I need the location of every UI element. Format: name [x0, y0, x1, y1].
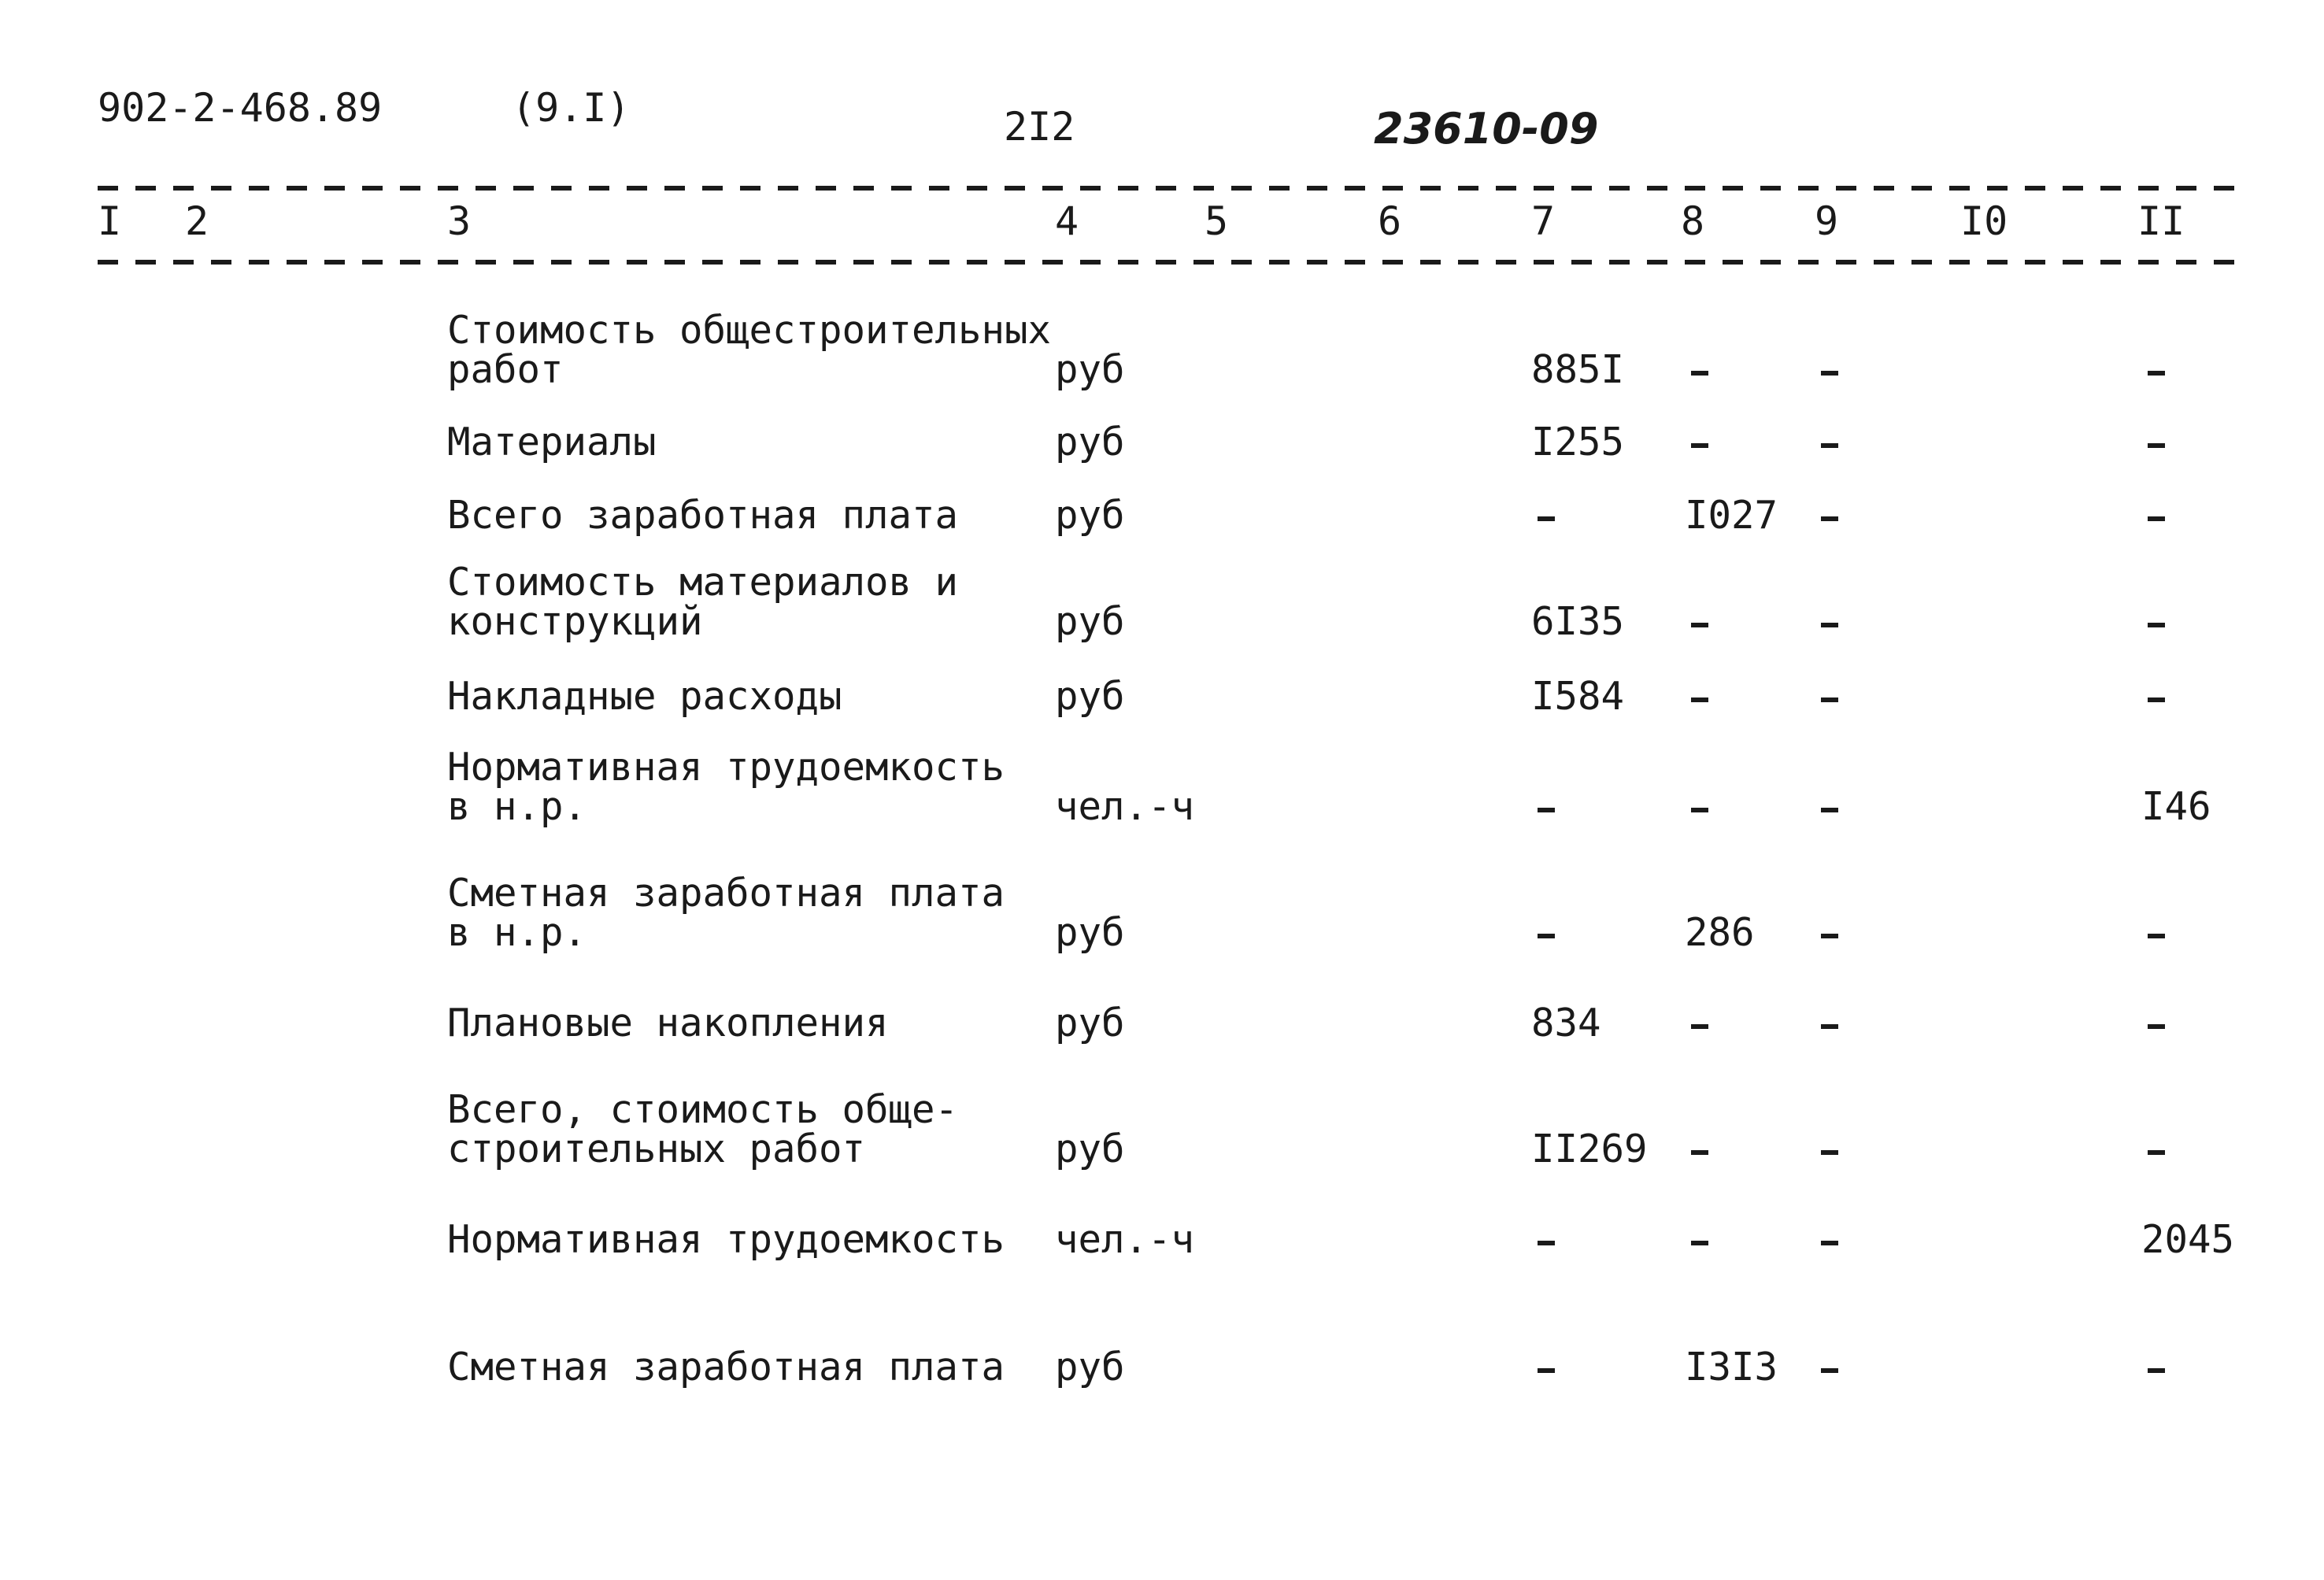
- row-label: [447, 745, 1005, 829]
- sheet-ref: (9.I): [512, 85, 631, 131]
- dash-mark: [1821, 808, 1838, 812]
- unit-cell: чел.-ч: [1055, 1217, 1195, 1262]
- unit-cell: руб: [1055, 493, 1125, 538]
- dash-mark: [1691, 443, 1708, 448]
- page-number: 2I2: [1004, 104, 1075, 150]
- row-label-line: конструкций: [447, 599, 703, 644]
- column-number: I0: [1960, 198, 2008, 244]
- row-label: [447, 560, 959, 644]
- dash-mark: [1691, 697, 1708, 702]
- row-label: [447, 493, 959, 538]
- column-number: 4: [1055, 198, 1079, 244]
- dash-mark: [1821, 1241, 1838, 1245]
- unit-cell: руб: [1055, 347, 1125, 392]
- col8-value: 286: [1685, 910, 1755, 955]
- unit-cell: руб: [1055, 674, 1125, 719]
- row-label-line: Плановые накопления: [447, 1001, 889, 1045]
- dash-mark: [1691, 623, 1708, 627]
- dash-mark: [1538, 516, 1555, 521]
- row-label-line: в н.р.: [447, 910, 587, 955]
- dash-mark: [1691, 808, 1708, 812]
- unit-cell: руб: [1055, 1001, 1125, 1045]
- row-label: [447, 871, 1005, 955]
- dash-mark: [1821, 1024, 1838, 1029]
- col7-value: 6I35: [1531, 599, 1625, 644]
- row-label-line: строительных работ: [447, 1127, 866, 1171]
- row-label-line: в н.р.: [447, 784, 587, 829]
- row-label: [447, 1001, 889, 1045]
- dash-mark: [2148, 623, 2165, 627]
- doc-code: 902-2-468.89: [98, 85, 383, 131]
- unit-cell: руб: [1055, 1345, 1125, 1389]
- dash-mark: [1538, 934, 1555, 938]
- dash-mark: [1821, 516, 1838, 521]
- dash-mark: [1691, 1241, 1708, 1245]
- dash-mark: [1821, 1368, 1838, 1373]
- row-label-line: Сметная заработная плата: [447, 871, 1005, 916]
- dash-mark: [1691, 1024, 1708, 1029]
- row-label: [447, 308, 1052, 392]
- dash-mark: [1821, 443, 1838, 448]
- unit-cell: руб: [1055, 599, 1125, 644]
- col7-value: II269: [1531, 1127, 1648, 1171]
- stamp-number: 23610-09: [1374, 104, 1599, 154]
- row-label: [447, 420, 657, 464]
- row-label-line: Всего заработная плата: [447, 493, 959, 538]
- unit-cell: руб: [1055, 1127, 1125, 1171]
- col7-value: I255: [1531, 420, 1625, 464]
- col7-value: 834: [1531, 1001, 1601, 1045]
- dash-mark: [1821, 697, 1838, 702]
- row-label: [447, 674, 842, 719]
- row-label-line: Нормативная трудоемкость: [447, 745, 1005, 790]
- dash-mark: [2148, 1368, 2165, 1373]
- row-label: [447, 1217, 1005, 1262]
- column-number: II: [2137, 198, 2185, 244]
- row-label-line: Материалы: [447, 420, 657, 464]
- row-label-line: Нормативная трудоемкость: [447, 1217, 1005, 1262]
- dash-mark: [1691, 371, 1708, 376]
- col8-value: I3I3: [1685, 1345, 1778, 1389]
- column-number: 3: [447, 198, 472, 244]
- dash-mark: [2148, 1150, 2165, 1155]
- dash-mark: [1538, 1241, 1555, 1245]
- column-number: I: [98, 198, 122, 244]
- column-number: 2: [185, 198, 209, 244]
- unit-cell: руб: [1055, 910, 1125, 955]
- column-number: 8: [1681, 198, 1705, 244]
- row-label: [447, 1087, 959, 1171]
- row-label-line: Стоимость материалов и: [447, 560, 959, 605]
- header-rule-bottom: [98, 260, 2247, 265]
- dash-mark: [2148, 371, 2165, 376]
- dash-mark: [1821, 934, 1838, 938]
- dash-mark: [2148, 934, 2165, 938]
- row-label-line: Накладные расходы: [447, 674, 842, 719]
- col7-value: 885I: [1531, 347, 1625, 392]
- unit-cell: чел.-ч: [1055, 784, 1195, 829]
- dash-mark: [2148, 697, 2165, 702]
- header-rule-top: [98, 186, 2247, 191]
- dash-mark: [1538, 808, 1555, 812]
- dash-mark: [1691, 1150, 1708, 1155]
- unit-cell: руб: [1055, 420, 1125, 464]
- column-number: 9: [1815, 198, 1839, 244]
- col8-value: I027: [1685, 493, 1778, 538]
- col11-value: 2045: [2141, 1217, 2235, 1262]
- dash-mark: [2148, 1024, 2165, 1029]
- row-label-line: Стоимость общестроительных: [447, 308, 1052, 353]
- col11-value: I46: [2141, 784, 2211, 829]
- column-number: 5: [1205, 198, 1229, 244]
- row-label-line: Сметная заработная плата: [447, 1345, 1005, 1389]
- row-label: [447, 1345, 1005, 1389]
- dash-mark: [1821, 371, 1838, 376]
- dash-mark: [1538, 1368, 1555, 1373]
- column-number: 6: [1378, 198, 1402, 244]
- dash-mark: [1821, 1150, 1838, 1155]
- column-number: 7: [1531, 198, 1556, 244]
- dash-mark: [2148, 443, 2165, 448]
- row-label-line: Всего, стоимость обще-: [447, 1087, 959, 1132]
- dash-mark: [1821, 623, 1838, 627]
- dash-mark: [2148, 516, 2165, 521]
- col7-value: I584: [1531, 674, 1625, 719]
- row-label-line: работ: [447, 347, 564, 392]
